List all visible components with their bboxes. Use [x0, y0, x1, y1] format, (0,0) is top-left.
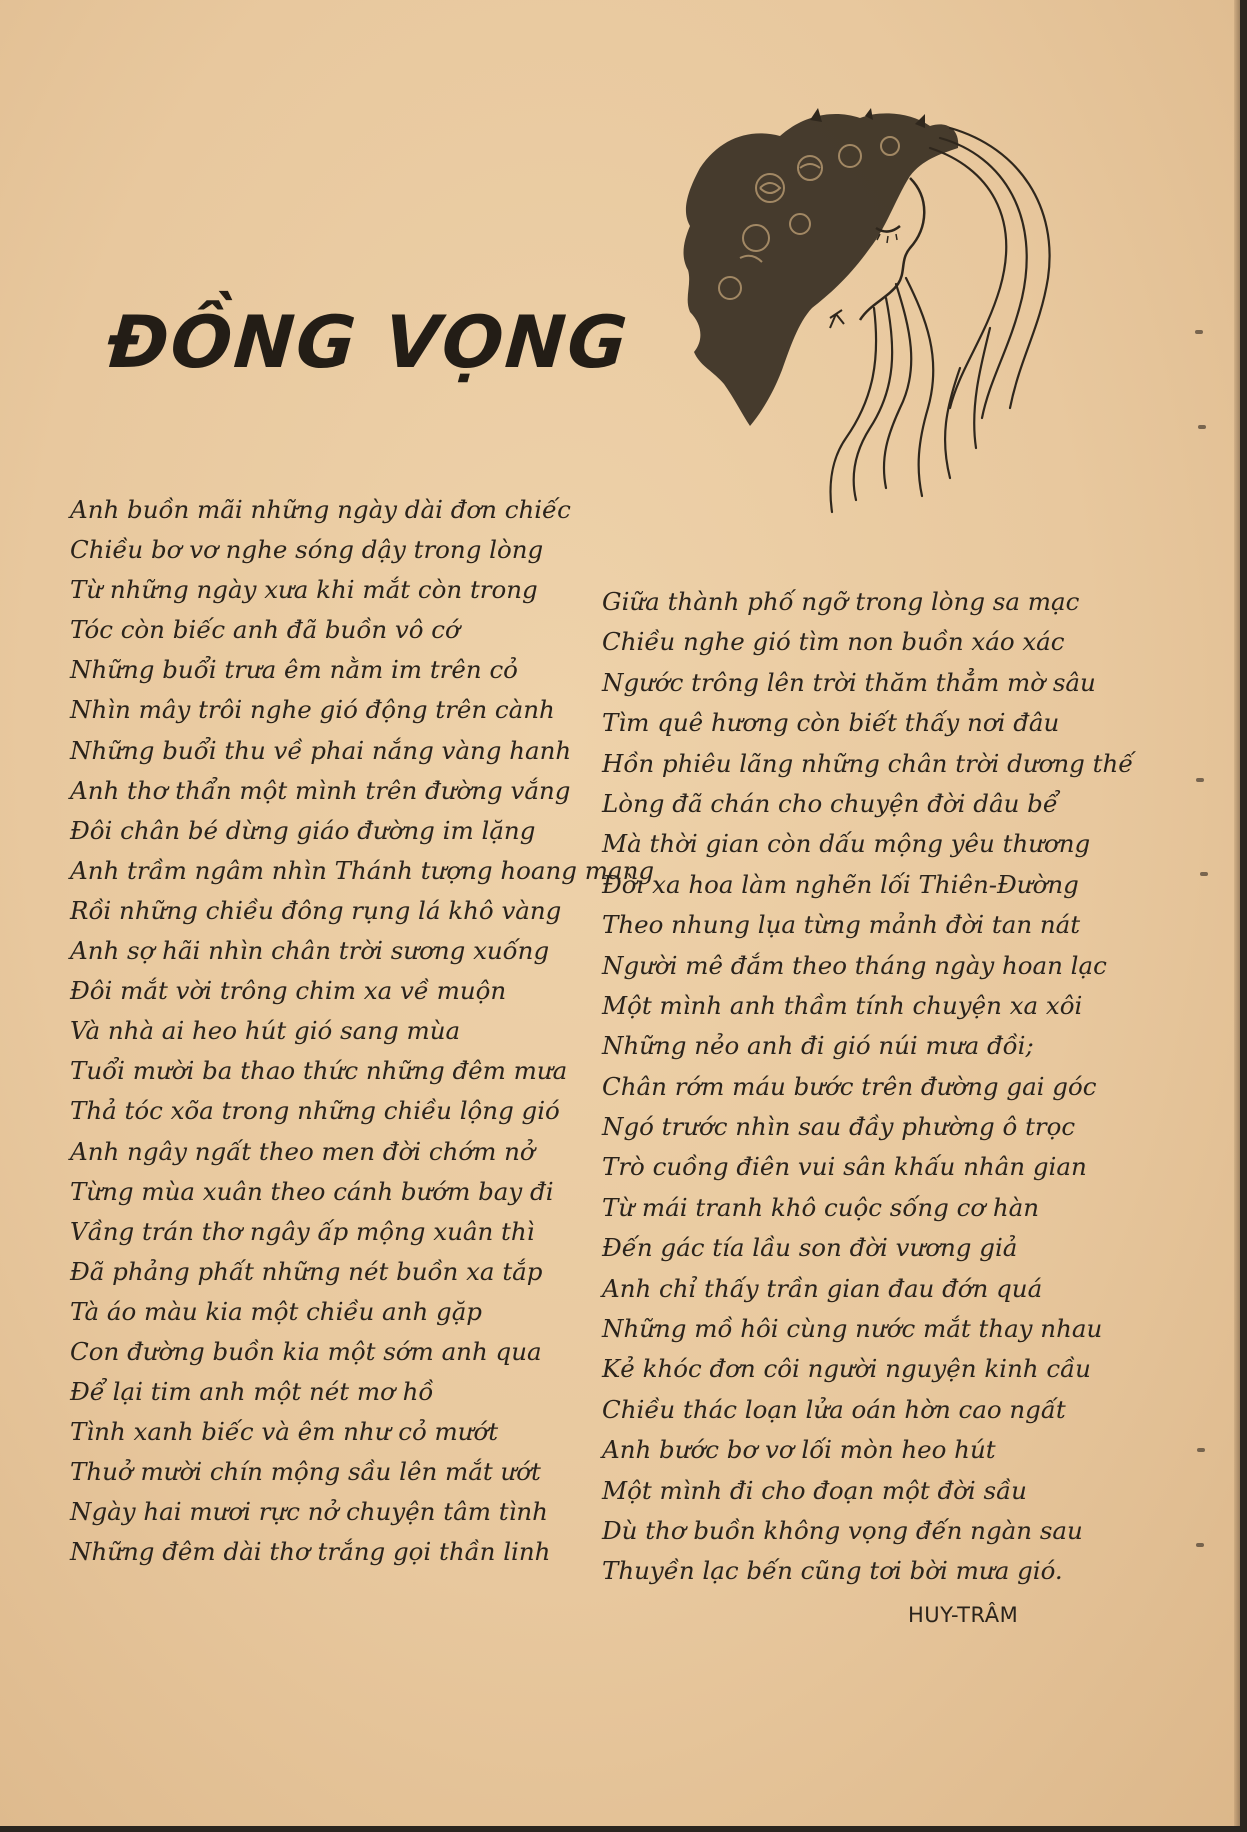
poem-line: Thuyền lạc bến cũng tơi bời mưa gió.	[602, 1556, 1063, 1586]
poem-line: Từ những ngày xưa khi mắt còn trong	[70, 575, 538, 605]
poem-line: Từng mùa xuân theo cánh bướm bay đi	[70, 1176, 554, 1206]
poem-line: Thả tóc xõa trong những chiều lộng gió	[70, 1096, 560, 1126]
poem-line: Những mồ hôi cùng nước mắt thay nhau	[602, 1314, 1103, 1344]
poem-line: Giữa thành phố ngỡ trong lòng sa mạc	[602, 587, 1080, 616]
poem-title: ĐỒNG VỌNG	[105, 300, 632, 384]
poem-line: Và nhà ai heo hút gió sang mùa	[70, 1016, 461, 1046]
hair-mass	[684, 113, 959, 426]
poem-line: Từ mái tranh khô cuộc sống cơ hàn	[602, 1192, 1040, 1222]
poem-line: Nhìn mây trôi nghe gió động trên cành	[70, 695, 555, 725]
poem-line: Đến gác tía lầu son đời vương giả	[602, 1233, 1018, 1263]
poem-line: Chân rớm máu bước trên đường gai góc	[602, 1071, 1097, 1101]
poem-line: Người mê đắm theo tháng ngày hoan lạc	[602, 950, 1107, 980]
poem-author: HUY-TRÂM	[908, 1603, 1019, 1627]
poem-line: Ngó trước nhìn sau đầy phường ô trọc	[602, 1112, 1076, 1142]
poem-line: Tìm quê hương còn biết thấy nơi đâu	[602, 708, 1060, 738]
poem-line: Đôi mắt vời trông chim xa về muộn	[70, 976, 507, 1006]
poem-line: Vầng trán thơ ngây ấp mộng xuân thì	[70, 1216, 535, 1246]
poem-line: Anh ngây ngất theo men đời chớm nở	[70, 1136, 535, 1166]
poem-line: Anh bước bơ vơ lối mòn heo hút	[602, 1435, 996, 1465]
poem-line: Những đêm dài thơ trắng gọi thần linh	[70, 1537, 551, 1567]
poem-line: Anh thơ thẩn một mình trên đường vắng	[70, 775, 571, 805]
poem-line: Những nẻo anh đi gió núi mưa đồi;	[602, 1031, 1034, 1061]
poem-line: Tuổi mười ba thao thức những đêm mưa	[70, 1056, 568, 1086]
poem-line: Hồn phiêu lãng những chân trời dương thế	[602, 748, 1134, 778]
poem-line: Tình xanh biếc và êm như cỏ mướt	[70, 1417, 499, 1447]
poem-line: Thuở mười chín mộng sầu lên mắt ướt	[70, 1457, 541, 1487]
poem-line: Tóc còn biếc anh đã buồn vô cớ	[70, 615, 460, 645]
poem-line: Để lại tim anh một nét mơ hồ	[70, 1377, 434, 1407]
poem-line: Anh sợ hãi nhìn chân trời sương xuống	[70, 936, 550, 966]
edge-mark	[1198, 425, 1206, 429]
poem-line: Chiều nghe gió tìm non buồn xáo xác	[602, 627, 1065, 657]
edge-mark	[1196, 1543, 1204, 1547]
poem-line: Con đường buồn kia một sớm anh qua	[70, 1336, 542, 1366]
poem-line: Theo nhung lụa từng mảnh đời tan nát	[602, 910, 1081, 940]
edge-mark	[1196, 778, 1204, 782]
poem-line: Rồi những chiều đông rụng lá khô vàng	[70, 895, 562, 925]
poem-line: Ngước trông lên trời thăm thẳm mờ sâu	[602, 667, 1096, 697]
poem-line: Đời xa hoa làm nghẽn lối Thiên-Đường	[602, 869, 1079, 899]
poem-line: Ngày hai mươi rực nở chuyện tâm tình	[70, 1497, 548, 1527]
poem-line: Chiều bơ vơ nghe sóng dậy trong lòng	[70, 535, 544, 565]
poem-line: Dù thơ buồn không vọng đến ngàn sau	[602, 1515, 1083, 1545]
poem-left-column	[70, 490, 654, 1573]
poem-line: Kẻ khóc đơn côi người nguyện kinh cầu	[602, 1354, 1091, 1384]
edge-mark	[1197, 1448, 1205, 1452]
poem-line: Những buổi thu về phai nắng vàng hanh	[70, 735, 572, 765]
poem-line: Tà áo màu kia một chiều anh gặp	[70, 1296, 482, 1326]
poem-line: Lòng đã chán cho chuyện đời dâu bể	[602, 788, 1058, 818]
poem-line: Trò cuồng điên vui sân khấu nhân gian	[602, 1152, 1087, 1182]
poem-line: Chiều thác loạn lửa oán hờn cao ngất	[602, 1394, 1066, 1424]
edge-mark	[1195, 330, 1203, 334]
poem-line: Anh buồn mãi những ngày dài đơn chiếc	[70, 495, 571, 524]
poem-line: Đã phảng phất những nét buồn xa tắp	[70, 1256, 543, 1286]
poem-line: Anh chỉ thấy trần gian đau đớn quá	[602, 1273, 1043, 1303]
poem-line: Một mình anh thầm tính chuyện xa xôi	[602, 990, 1083, 1020]
edge-mark	[1200, 872, 1208, 876]
poem-line: Một mình đi cho đoạn một đời sầu	[602, 1475, 1027, 1505]
woman-portrait-illustration	[660, 108, 1070, 528]
poem-line: Đôi chân bé dừng giáo đường im lặng	[70, 815, 536, 845]
poem-right-column	[602, 582, 1133, 1592]
poem-line: Mà thời gian còn dấu mộng yêu thương	[602, 829, 1091, 859]
poem-line: Những buổi trưa êm nằm im trên cỏ	[70, 655, 518, 685]
poem-line: Anh trầm ngâm nhìn Thánh tượng hoang mang	[70, 855, 655, 885]
